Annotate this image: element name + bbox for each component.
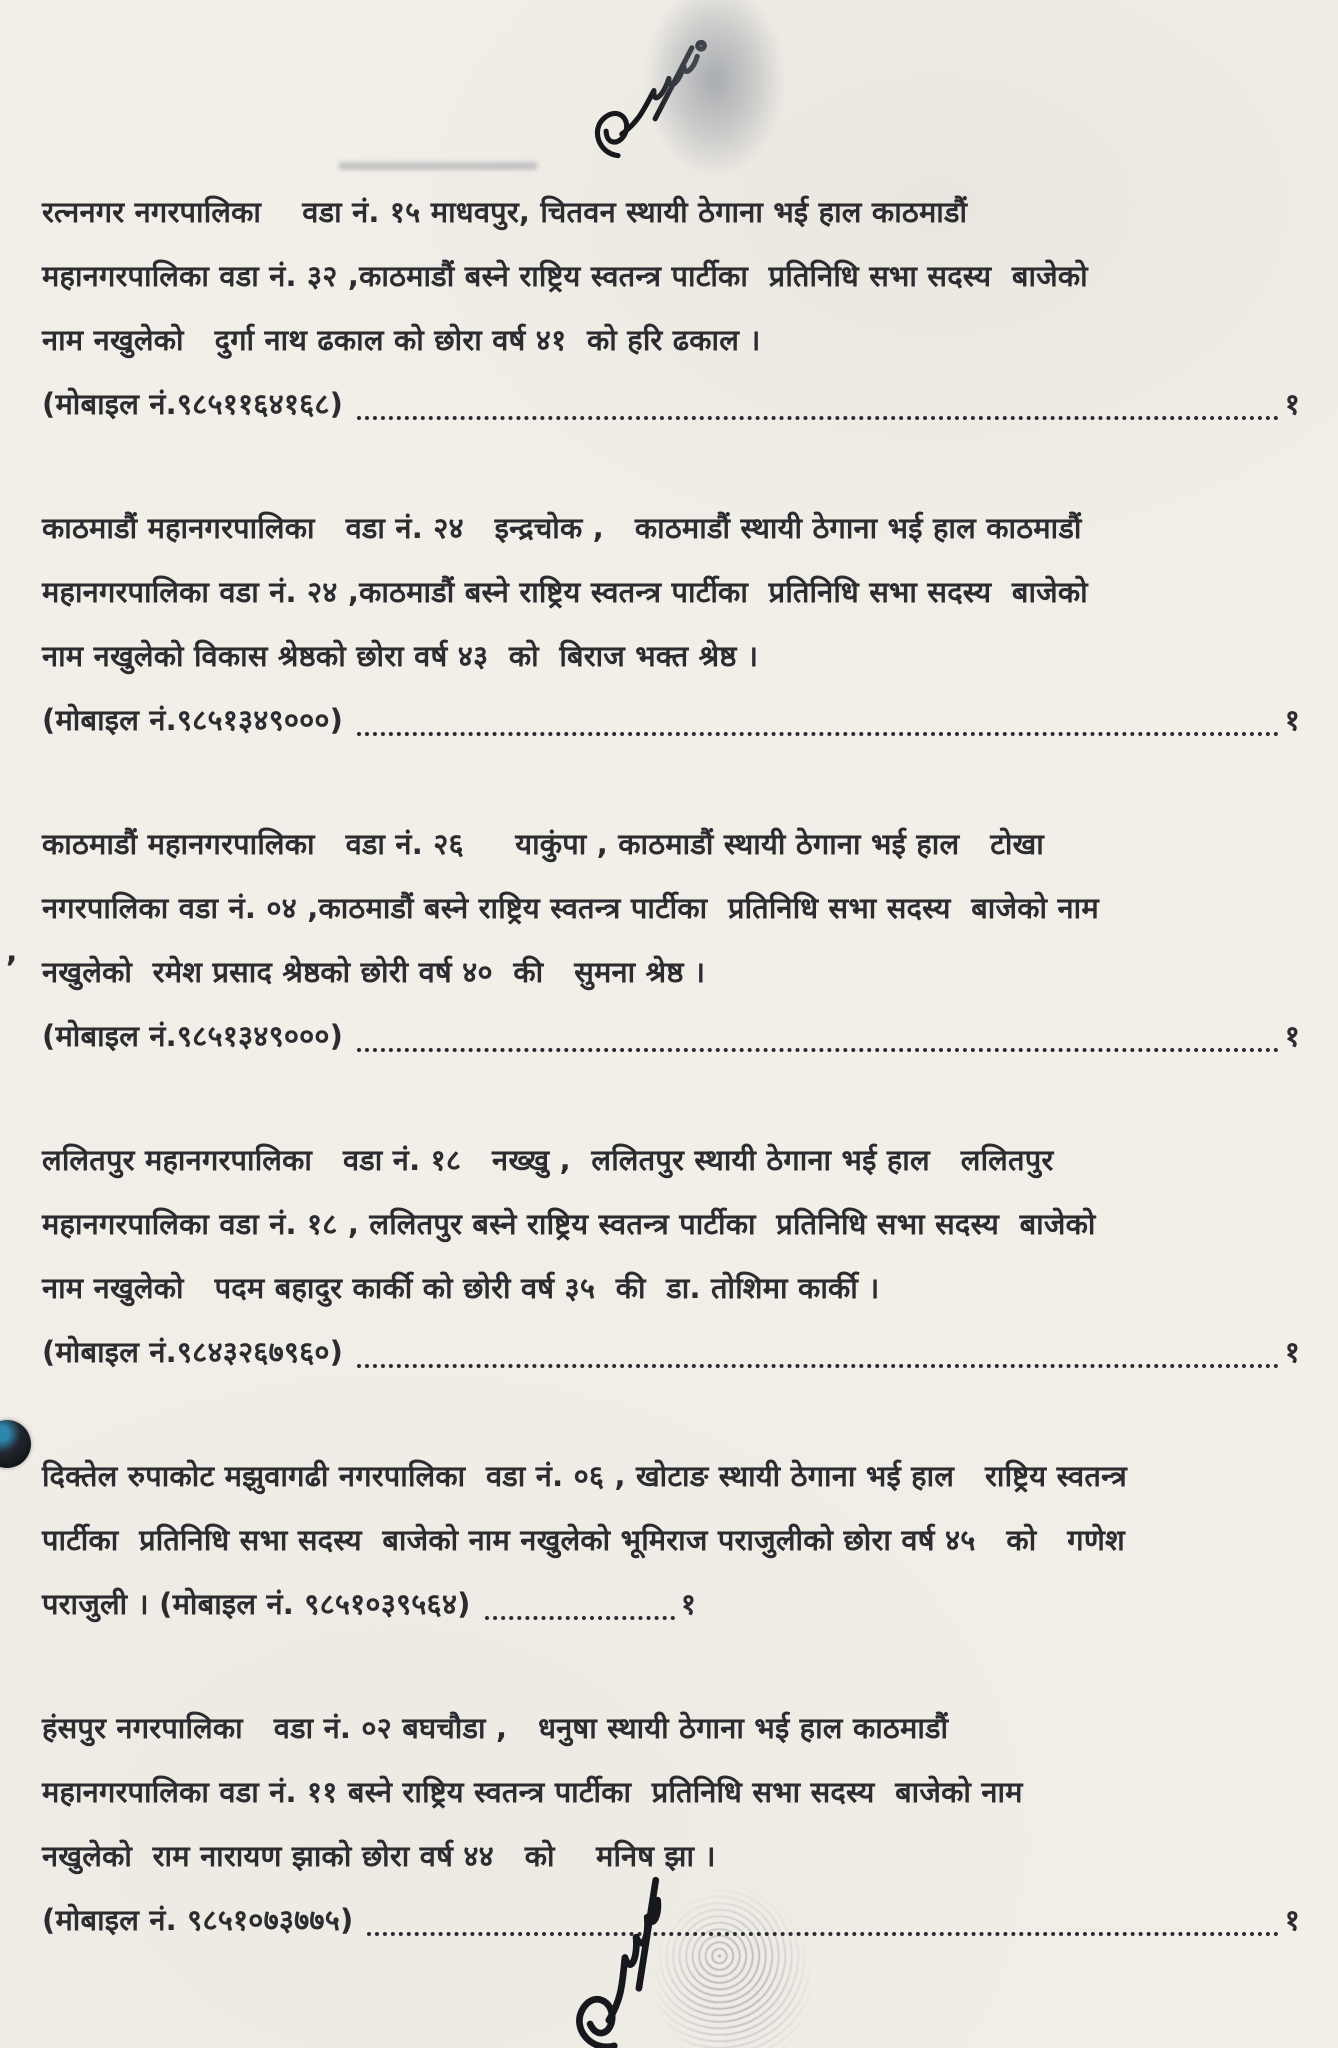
entry-item (42, 1128, 1300, 1384)
mobile-number-line (42, 372, 1300, 436)
mobile-number-label: (मोबाइल नं. ९८५१०७३७७५) (42, 1903, 354, 1937)
dotted-leader (357, 1048, 1279, 1052)
entry-text-line: हंसपुर नगरपालिका वडा नं. ०२ बघचौडा , धनुषा स्थायी ठेगाना भई हाल काठमाडौं (42, 1711, 949, 1745)
entry-item (42, 1444, 1300, 1636)
mobile-number-label: (मोबाइल नं.९८५१३४९०००) (42, 703, 344, 737)
dotted-leader (357, 416, 1279, 420)
entry-text-line: महानगरपालिका वडा नं. ३२ ,काठमाडौं बस्ने राष्ट्रिय स्वतन्त्र पार्टीका प्रतिनिधि सभा सदस्य बाजेको (42, 259, 1088, 293)
mobile-number-line (42, 1320, 1300, 1384)
entry-text-line: महानगरपालिका वडा नं. २४ ,काठमाडौं बस्ने राष्ट्रिय स्वतन्त्र पार्टीका प्रतिनिधि सभा सदस्य बाजेको (42, 575, 1088, 609)
entry-text-line: नाम नखुलेको दुर्गा नाथ ढकाल को छोरा वर्ष ४१ को हरि ढकाल । (42, 323, 761, 357)
serial-number: १ (1284, 1903, 1300, 1937)
entry-text-line: नखुलेको रमेश प्रसाद श्रेष्ठको छोरी वर्ष ४० की सुमना श्रेष्ठ । (42, 955, 706, 989)
entry-text-line: ललितपुर महानगरपालिका वडा नं. १८ नख्खु , ललितपुर स्थायी ठेगाना भई हाल ललितपुर (42, 1143, 1054, 1177)
entries-list (42, 180, 1300, 2012)
entry-text-line: महानगरपालिका वडा नं. ११ बस्ने राष्ट्रिय स्वतन्त्र पार्टीका प्रतिनिधि सभा सदस्य बाजेको नाम (42, 1775, 1023, 1809)
mobile-number-line (42, 1004, 1300, 1068)
mobile-number-label: (मोबाइल नं.९८५१३४९०००) (42, 1019, 344, 1053)
entry-text-line: नाम नखुलेको पदम बहादुर कार्की को छोरी वर्ष ३५ की डा. तोशिमा कार्की । (42, 1271, 880, 1305)
mobile-number-line (42, 688, 1300, 752)
serial-number: १ (1284, 387, 1300, 421)
dotted-leader (367, 1932, 1278, 1936)
faint-ink-smear (338, 162, 538, 170)
punch-hole-mark (0, 1420, 31, 1468)
fingerprint-smudge-top (645, 0, 785, 177)
entry-item (42, 812, 1300, 1068)
entry-item (42, 180, 1300, 436)
entry-text-line: नाम नखुलेको विकास श्रेष्ठको छोरा वर्ष ४३ को बिराज भक्त श्रेष्ठ । (42, 639, 759, 673)
entry-text-line: दिक्तेल रुपाकोट मझुवागढी नगरपालिका वडा नं. ०६ , खोटाङ स्थायी ठेगाना भई हाल राष्ट्रिय स्वतन्त्र (42, 1459, 1127, 1493)
mobile-number-label: (मोबाइल नं. ९८५१०३९५६४) (159, 1587, 471, 1621)
dotted-leader (485, 1616, 675, 1620)
entry-text-line: काठमाडौं महानगरपालिका वडा नं. २६ याकुंपा , काठमाडौं स्थायी ठेगाना भई हाल टोखा (42, 827, 1044, 861)
mobile-number-label: (मोबाइल नं.९८४३२६७९६०) (42, 1335, 344, 1369)
serial-number: १ (1284, 1335, 1300, 1369)
dotted-leader (357, 1364, 1279, 1368)
fingerprint-smudge-bottom (648, 1880, 818, 2048)
serial-number: १ (1284, 1019, 1300, 1053)
entry-text-line: पार्टीका प्रतिनिधि सभा सदस्य बाजेको नाम नखुलेको भूमिराज पराजुलीको छोरा वर्ष ४५ को गणेश (42, 1523, 1125, 1557)
entry-text-line: काठमाडौं महानगरपालिका वडा नं. २४ इन्द्रचोक , काठमाडौं स्थायी ठेगाना भई हाल काठमाडौं (42, 511, 1082, 545)
entry-text-line: नखुलेको राम नारायण झाको छोरा वर्ष ४४ को मनिष झा । (42, 1839, 716, 1873)
entry-text-line: रत्ननगर नगरपालिका वडा नं. १५ माधवपुर, चितवन स्थायी ठेगाना भई हाल काठमाडौं (42, 195, 968, 229)
mobile-number-line (42, 1572, 696, 1636)
dotted-leader (357, 732, 1279, 736)
entry-text-line: नगरपालिका वडा नं. ०४ ,काठमाडौं बस्ने राष्ट्रिय स्वतन्त्र पार्टीका प्रतिनिधि सभा सदस्य बाजेको नाम (42, 891, 1099, 925)
entry-text-line: महानगरपालिका वडा नं. १८ , ललितपुर बस्ने राष्ट्रिय स्वतन्त्र पार्टीका प्रतिनिधि सभा सदस्य बाजेको (42, 1207, 1096, 1241)
entry-item (42, 496, 1300, 752)
mobile-number-label: (मोबाइल नं.९८५११६४१६८) (42, 387, 344, 421)
stray-ink-mark: , (6, 934, 18, 969)
serial-number: १ (680, 1587, 697, 1621)
serial-number: १ (1284, 703, 1300, 737)
mobile-line-prefix: पराजुली । (42, 1587, 160, 1621)
